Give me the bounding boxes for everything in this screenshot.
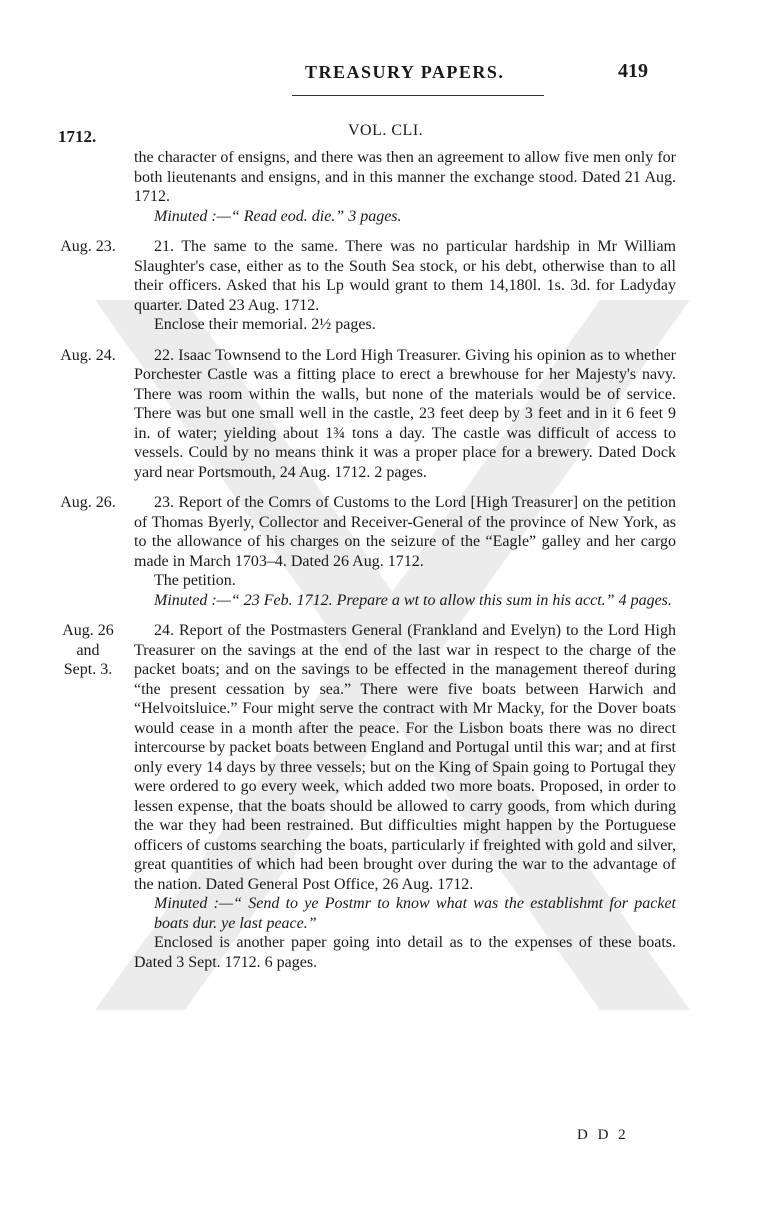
entry-minuted: Minuted :—“ Read eod. die.” 3 pages.: [154, 207, 402, 225]
header-title: TREASURY PAPERS.: [305, 62, 505, 82]
entry-date: Aug. 26 and Sept. 3.: [62, 622, 114, 678]
entry-note: The petition.: [154, 572, 236, 589]
entry-note: Enclosed is another paper going into detail as to the expenses of these boats. Dated 3 Sept. 1712. 6 pages.: [134, 934, 676, 971]
entry-date: Aug. 26.: [60, 494, 116, 511]
entry-text: 24. Report of the Postmasters General (Frankland and Evelyn) to the Lord High Treasurer on the savings at the end of the last war in respect to the charge of the packet boats; and on the savings to be effected in the management thereof during “the present cessation by sea.” There were five boats between Harwich and “Helvoitsluice.” Four might serve the contract with Mr Macky, for the Dover boats would cease in a month after the peace. For the Lisbon boats there was no direct intercourse by packet boats between England and Portugal until this war; and at first only every 14 days by three vessels; but on the King of Spain going to Portugal they were ordered to go every week, which added two more boats. Proposed, in order to lessen expense, that the boats should be allowed to carry goods, from which during the war they had been restrained. But difficulties might happen by the Portuguese officers of customs searching the boats, particularly if freighted with gold and silver, great quantities of which had been brought over during the war to the advantage of the nation. Dated General Post Office, 26 Aug. 1712.: [134, 622, 676, 893]
entry-23: [0, 493, 770, 610]
entry-text: 22. Isaac Townsend to the Lord High Treasurer. Giving his opinion as to whether Porchester Castle was a fitting place to erect a brewhouse for her Majesty's navy. There was room within the walls, but none of the materials would be of service. There was but one small well in the castle, 23 feet deep by 3 feet and in it 6 feet 9 in. of water; yielding about 1¾ tons a day. The castle was difficult of access to vessels. Could by no means think it was a proper place for a brewery. Dated Dock yard near Portsmouth, 24 Aug. 1712. 2 pages.: [134, 346, 676, 481]
entry-minuted: Minuted :—“ 23 Feb. 1712. Prepare a wt to allow this sum in his acct.” 4 pages.: [154, 591, 672, 609]
entry-text: 21. The same to the same. There was no particular hardship in Mr William Slaughter's case, either as to the South Sea stock, or his debt, otherwise than to all their officers. Asked that his Lp would grant to them 14,180l. 1s. 3d. for Ladyday quarter. Dated 23 Aug. 1712.: [134, 238, 676, 314]
entry-text: 23. Report of the Comrs of Customs to the Lord [High Treasurer] on the petition of Thomas Byerly, Collector and Receiver-General of the province of New York, as to the allowance of his charges on the seizure of the “Eagle” galley and her cargo made in March 1703–4. Dated 26 Aug. 1712.: [134, 494, 676, 570]
volume-heading: VOL. CLI.: [348, 122, 424, 139]
signature-mark: D D 2: [577, 1127, 629, 1143]
running-head: [0, 62, 770, 92]
entry-note: Enclose their memorial. 2½ pages.: [154, 316, 376, 333]
entry-24: [0, 621, 770, 972]
entry-continuation: [0, 148, 770, 226]
entry-minuted: Minuted :—“ Send to ye Postmr to know what was the establishmt for packet boats dur. ye last peace.”: [154, 895, 676, 932]
entry-date: Aug. 23.: [60, 238, 116, 255]
entry-text: the character of ensigns, and there was then an agreement to allow five men only for both lieutenants and ensigns, and in this manner the exchange stood. Dated 21 Aug. 1712.: [134, 149, 676, 205]
header-rule: [292, 95, 544, 96]
year-marker: 1712.: [58, 127, 97, 146]
entry-22: [0, 346, 770, 483]
page-number: 419: [618, 60, 648, 82]
entry-21: [0, 237, 770, 335]
entry-date: Aug. 24.: [60, 346, 116, 364]
page-content: [0, 148, 770, 983]
